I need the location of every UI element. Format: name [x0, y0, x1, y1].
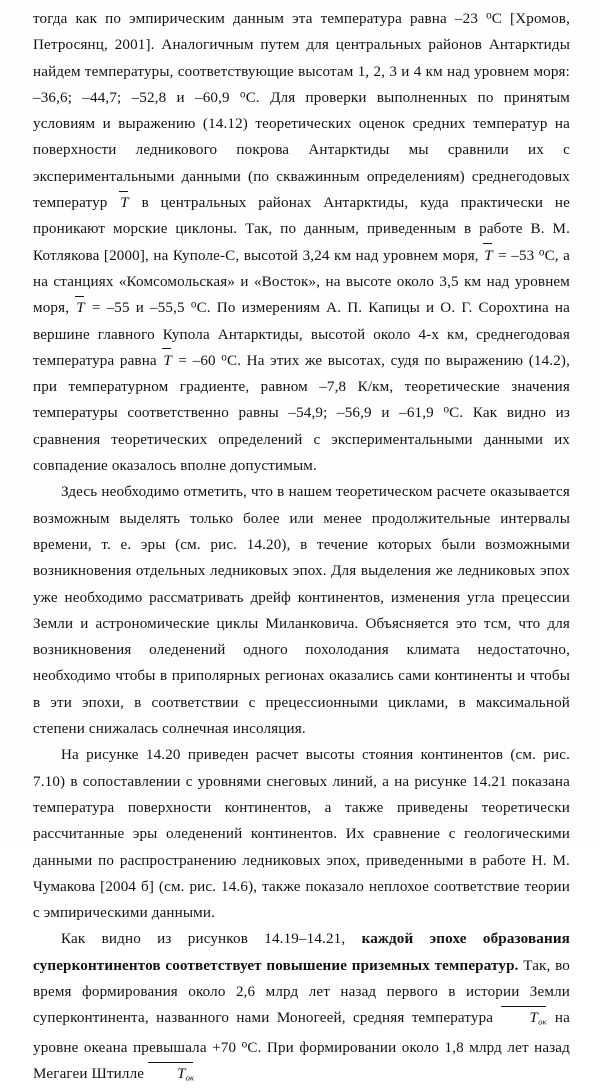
degree-symbol: о: [190, 298, 197, 311]
overbar-mark: [501, 1006, 546, 1007]
text-run: тогда как по эмпирическим данным эта температура равна –23: [33, 11, 487, 27]
symbol-subscript: ок: [185, 1072, 195, 1083]
degree-symbol: о: [443, 403, 450, 416]
emphasis-bold-run: каждой эпохе образования суперконтинентов соответствует повышение приземных температур.: [33, 931, 570, 974]
text-run: Здесь необходимо отметить, что в нашем теоретическом расчете оказывается возможным выделять только более или менее продолжительные интервалы времени, т. е. эры (см. рис. 14.20), в течение которых были возможными возникновения отдельных ледниковых эпох. Для выделения же ледниковых эпох уже необходимо рассматривать дрейф континентов, изменения угла прецессии Земли и астрономические циклы Миланковича. Объясняется это тсм, что для возникновения оледенений одного похолодания климата недостаточно, необходимо чтобы в приполярных регионах оказались сами континенты и чтобы в эти эпохи, в соответствии с прецессионными циклами, в максимальной степени снижалась солнечная инсоляция.: [33, 484, 570, 738]
text-run: в центральных районах Антарктиды, куда практически не проникают морские циклоны. Так, по данным, приведенным в работе В. М. Котлякова [2000], на Куполе-С, высотой 3,24 км над уровнем моря,: [33, 195, 571, 264]
text-run: = –60: [172, 352, 222, 369]
mean-temperature-symbol: [148, 1061, 195, 1091]
overbar-mark: [75, 296, 84, 297]
symbol-letter-T: T: [529, 1010, 539, 1027]
mean-temperature-symbol: [483, 243, 494, 269]
degree-symbol: о: [239, 88, 246, 101]
degree-symbol: о: [221, 351, 227, 364]
degree-symbol: о: [538, 246, 545, 259]
text-run: С. При формировании около 1,8 млрд лет назад Мегагеи Штилле: [33, 1040, 570, 1083]
text-run: Как видно из рисунков 14.19–14.21,: [61, 931, 362, 948]
text-run: На рисунке 14.20 приведен расчет высоты стояния континентов (см. рис. 7.10) в сопоставлении с уровнями снеговых линий, а на рисунке 14.21 показана температура поверхности континентов, а также приведены теоретически рассчитанные эры оледенений континентов. Их сравнение с геологическими данными по распространению ледниковых эпох, приведенными в работе Н. М. Чумакова [2004 б] (см. рис. 14.6), также показало неплохое соответствие теории с эмпирическими данными.: [33, 747, 570, 922]
page-text-body: [33, 6, 570, 1091]
symbol-letter-T: T: [177, 1066, 186, 1083]
overbar-mark: [119, 191, 128, 192]
text-run: С, а на станциях «Комсомольская» и «Восток», на высоте около 3,5 км над уровнем моря,: [33, 247, 570, 317]
overbar-mark: [162, 348, 171, 349]
paragraph: [33, 6, 570, 479]
text-run: на уровне океана превышала +70: [33, 1010, 570, 1057]
degree-symbol: о: [486, 9, 492, 22]
text-run: С. На этих же высотах, судя по выражению (14.2), при температурном градиенте, равном –7,8 К/км, теоретические значения температуры соответственно равны –54,9; –56,9 и –61,9: [33, 352, 571, 422]
text-run: С. Как видно из сравнения теоретических определений с экспериментальными данными их совпадение оказалось вполне допустимым.: [33, 405, 571, 475]
overbar-mark: [148, 1062, 193, 1063]
text-run: Так, во время формирования около 2,6 млрд лет назад первого в истории Земли суперконтинента, названного нами Моногеей, средняя температура: [33, 957, 570, 1027]
mean-temperature-symbol: [75, 295, 86, 321]
text-run: С. По измерениям А. П. Капицы и О. Г. Сорохтина на вершине главного Купола Антарктиды, высотой около 4-х км, среднегодовая температура равна: [33, 300, 571, 369]
symbol-subscript: ок: [538, 1016, 547, 1027]
degree-symbol: о: [241, 1038, 248, 1051]
symbol-letter-T: T: [120, 195, 129, 212]
mean-temperature-symbol: [119, 190, 130, 216]
symbol-letter-T: T: [163, 352, 172, 369]
text-run: С [Хромов, Петросянц, 2001]. Аналогичным путем для центральных районов Антарктиды найдем температуры, соответствующие высотам 1, 2, 3 и 4 км над уровнем моря: –36,6; –44,7; –52,8 и –60,9: [33, 11, 570, 106]
mean-temperature-symbol: [501, 1005, 548, 1035]
text-run: = –53: [493, 247, 539, 264]
text-run: С. Для проверки выполненных по принятым условиям и выражению (14.12) теоретических оценок средних температур на поверхности ледникового покрова Антарктиды мы сравнили их с экспериментальными данными (по скважинным определениям) среднегодовых температур: [33, 89, 571, 212]
paragraph: [33, 926, 570, 1091]
overbar-mark: [483, 243, 492, 244]
paragraph: [33, 742, 570, 926]
text-run: = –55 и –55,5: [85, 300, 191, 317]
mean-temperature-symbol: [162, 348, 173, 374]
symbol-letter-T: T: [76, 300, 85, 317]
symbol-letter-T: T: [484, 247, 493, 264]
paragraph: [33, 479, 570, 742]
